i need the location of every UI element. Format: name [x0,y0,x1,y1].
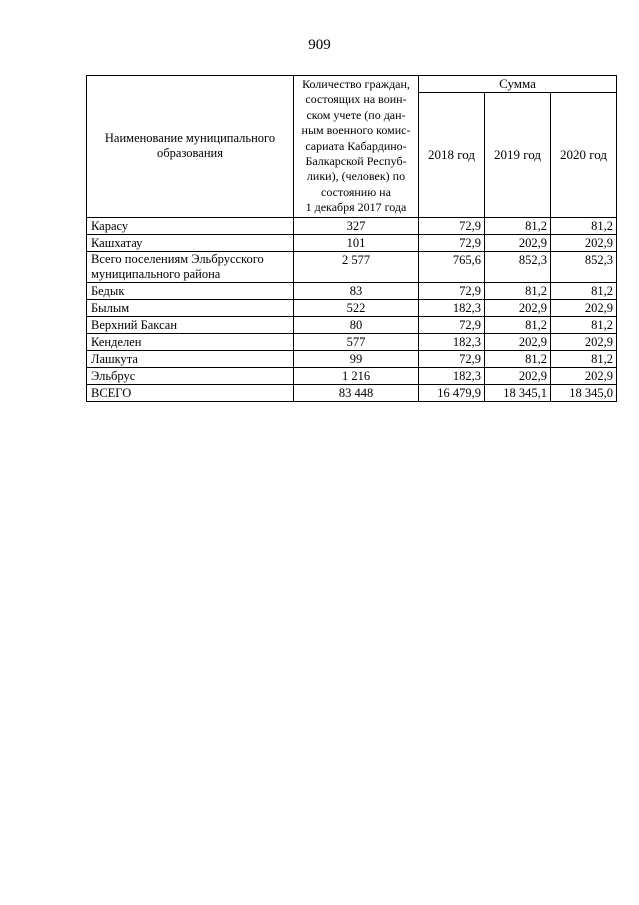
citizen-count: 577 [294,333,419,350]
sum-2019: 852,3 [485,251,551,282]
sum-2019: 81,2 [485,350,551,367]
sum-2020: 81,2 [551,350,617,367]
page-number: 909 [308,37,331,53]
table-row [87,333,617,350]
sum-2018: 182,3 [419,333,485,350]
total-row [87,384,617,401]
sum-2019: 81,2 [485,217,551,234]
budget-table [86,75,617,402]
table-row [87,350,617,367]
municipality-name: Бедык [87,282,294,299]
sum-2020: 81,2 [551,282,617,299]
municipality-name: Всего поселениям Эльбрусского муниципального района [87,251,294,282]
table-row [87,316,617,333]
citizen-count: 99 [294,350,419,367]
count-header-line: ным военного комис- [301,123,411,138]
citizen-count: 83 [294,282,419,299]
citizen-count: 1 216 [294,367,419,384]
sum-2020: 202,9 [551,234,617,251]
table-row [87,367,617,384]
count-header-line: ском учете (по дан- [306,107,406,122]
sum-2018: 182,3 [419,367,485,384]
citizen-count: 80 [294,316,419,333]
count-header-line: 1 декабря 2017 года [305,200,407,215]
sum-2018: 72,9 [419,316,485,333]
sum-header: Сумма [419,76,617,93]
sum-2018: 72,9 [419,234,485,251]
name-column-header: Наименование муниципального образования [87,76,294,218]
sum-2018: 765,6 [419,251,485,282]
sum-2020: 81,2 [551,316,617,333]
count-header-line: Балкарской Респуб- [305,154,407,169]
sum-2019: 81,2 [485,316,551,333]
sum-2018: 182,3 [419,299,485,316]
sum-2020: 202,9 [551,333,617,350]
table-row [87,234,617,251]
table-row [87,282,617,299]
sum-2018: 72,9 [419,350,485,367]
table-row [87,217,617,234]
sum-2018: 16 479,9 [419,384,485,401]
municipality-name: ВСЕГО [87,384,294,401]
sum-2019: 18 345,1 [485,384,551,401]
sum-2020: 852,3 [551,251,617,282]
sum-2020: 202,9 [551,299,617,316]
municipality-name: Лашкута [87,350,294,367]
municipality-name: Кенделен [87,333,294,350]
sum-2018: 72,9 [419,282,485,299]
table-row [87,251,617,282]
citizen-count: 2 577 [294,251,419,282]
sum-2018: 72,9 [419,217,485,234]
sum-2019: 81,2 [485,282,551,299]
year-2018-header: 2018 год [419,93,485,218]
count-header-line: Количество граждан, [302,77,410,91]
municipality-name: Карасу [87,217,294,234]
municipality-name: Былым [87,299,294,316]
citizen-count: 83 448 [294,384,419,401]
sum-2019: 202,9 [485,299,551,316]
municipality-name: Кашхатау [87,234,294,251]
year-2020-header: 2020 год [551,93,617,218]
sum-2020: 202,9 [551,367,617,384]
citizen-count: 101 [294,234,419,251]
sum-2020: 81,2 [551,217,617,234]
count-header-line: лики), (человек) по [306,169,406,184]
count-header-line: состоянию на [321,184,391,199]
count-header-line: сариата Кабардино- [305,138,407,153]
citizen-count: 522 [294,299,419,316]
municipality-name: Верхний Баксан [87,316,294,333]
count-column-header [294,76,419,218]
sum-2019: 202,9 [485,367,551,384]
citizen-count: 327 [294,217,419,234]
sum-2020: 18 345,0 [551,384,617,401]
year-2019-header: 2019 год [485,93,551,218]
count-header-line: состоящих на воин- [305,92,407,107]
municipality-name: Эльбрус [87,367,294,384]
sum-2019: 202,9 [485,333,551,350]
table-row [87,299,617,316]
sum-2019: 202,9 [485,234,551,251]
